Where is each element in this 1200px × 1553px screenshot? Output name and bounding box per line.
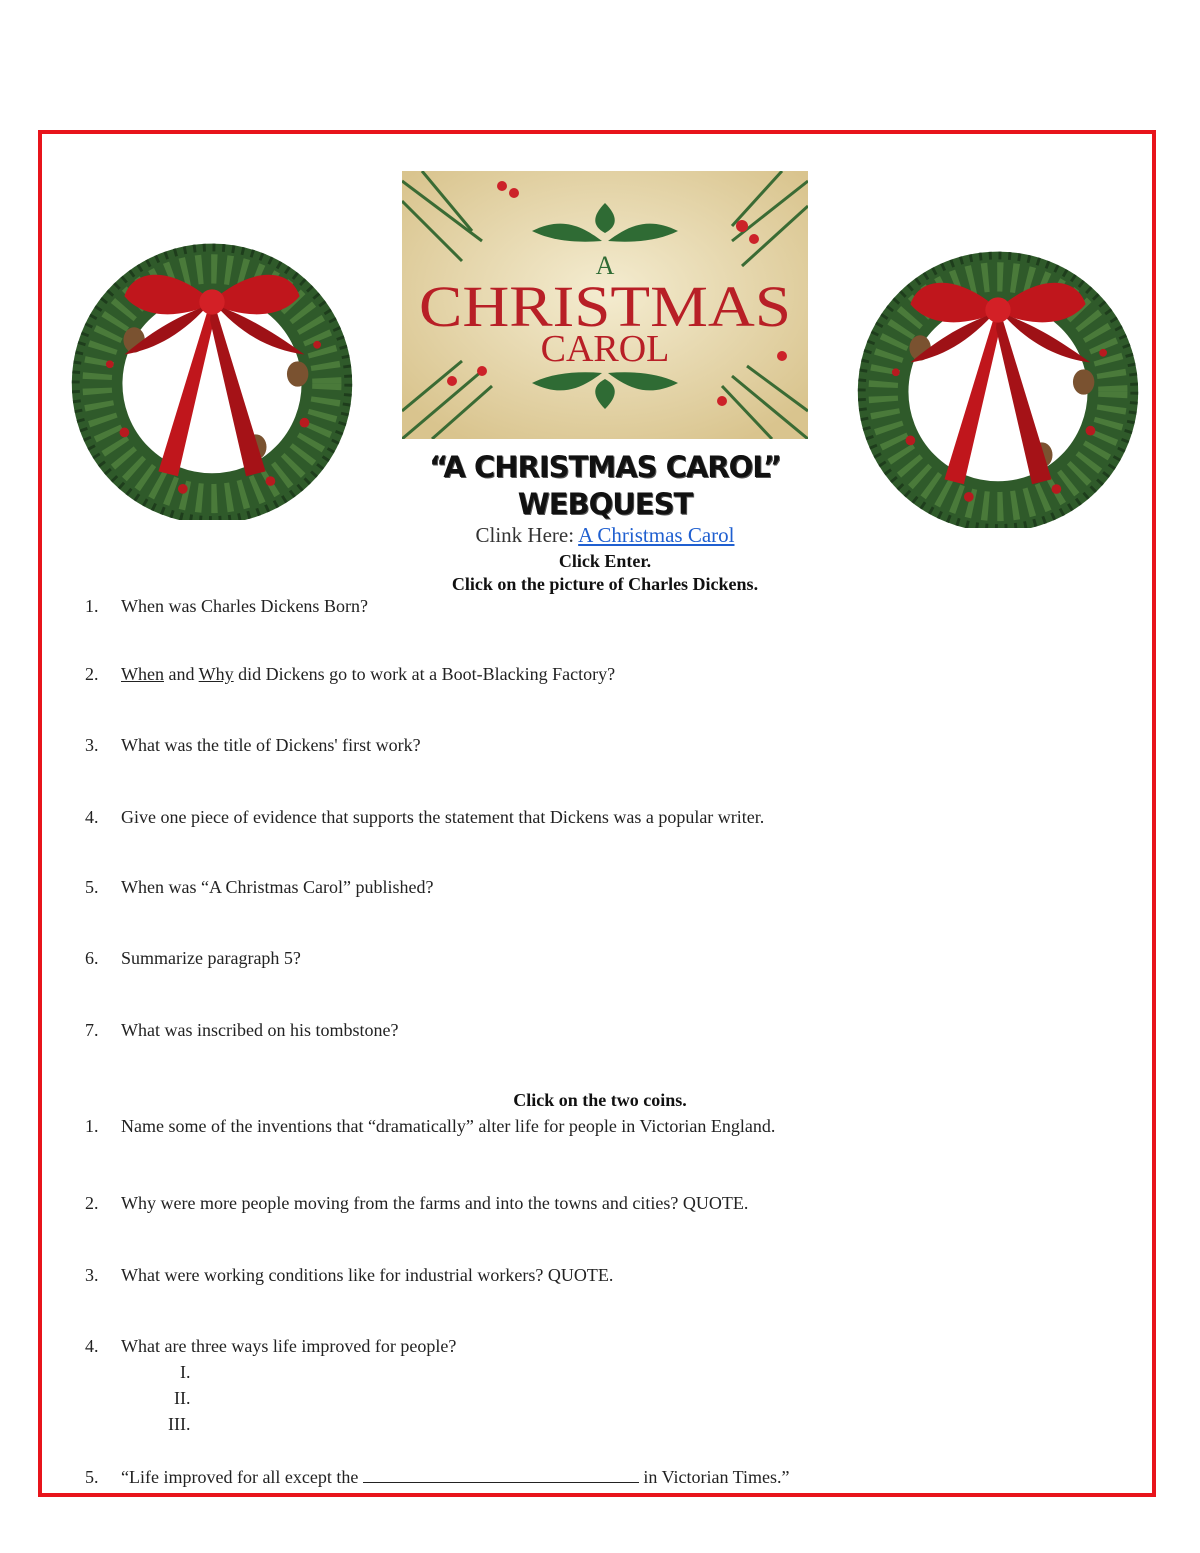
banner-word-a: A xyxy=(595,251,615,280)
question-2-2: 2. Why were more people moving from the farms and into the towns and cities? QUOTE. xyxy=(85,1193,749,1213)
question-2-1: 1. Name some of the inventions that “dramatically” alter life for people in Victorian England. xyxy=(85,1116,776,1136)
page-title-line2: WEBQUEST xyxy=(517,487,693,521)
fill-in-blank[interactable] xyxy=(363,1466,639,1483)
question-1-2: 2. When and Why did Dickens go to work at a Boot-Blacking Factory? xyxy=(85,664,616,684)
question-2-4: 4. What are three ways life improved for people? xyxy=(85,1336,457,1356)
question-1-1: 1. When was Charles Dickens Born? xyxy=(85,596,368,616)
roman-numeral-1: I. xyxy=(180,1362,191,1382)
instruction-click-dickens: Click on the picture of Charles Dickens. xyxy=(451,574,759,594)
clink-prefix: Clink Here: xyxy=(475,523,575,547)
christmas-carol-link[interactable]: A Christmas Carol xyxy=(578,523,735,547)
roman-numeral-3: III. xyxy=(168,1414,191,1434)
section2-heading: Click on the two coins. xyxy=(513,1090,687,1110)
question-1-3: 3. What was the title of Dickens' first work? xyxy=(85,735,421,755)
question-2-3: 3. What were working conditions like for industrial workers? QUOTE. xyxy=(85,1265,614,1285)
question-1-6: 6. Summarize paragraph 5? xyxy=(85,948,301,968)
wreath-image-right xyxy=(852,236,1144,528)
clink-line xyxy=(300,523,910,548)
question-1-4: 4. Give one piece of evidence that supports the statement that Dickens was a popular writer. xyxy=(85,807,765,827)
question-2-5: 5. “Life improved for all except the in Victorian Times.” xyxy=(85,1467,790,1487)
roman-numeral-2: II. xyxy=(174,1388,191,1408)
banner-word-carol: CAROL xyxy=(540,328,670,370)
question-1-5: 5. When was “A Christmas Carol” published? xyxy=(85,877,434,897)
instruction-click-enter: Click Enter. xyxy=(558,551,652,571)
question-1-7: 7. What was inscribed on his tombstone? xyxy=(85,1020,399,1040)
page-title-line1: “A CHRISTMAS CAROL” xyxy=(429,450,781,484)
banner-word-christmas: CHRISTMAS xyxy=(419,274,791,339)
christmas-carol-banner-image xyxy=(402,171,808,439)
